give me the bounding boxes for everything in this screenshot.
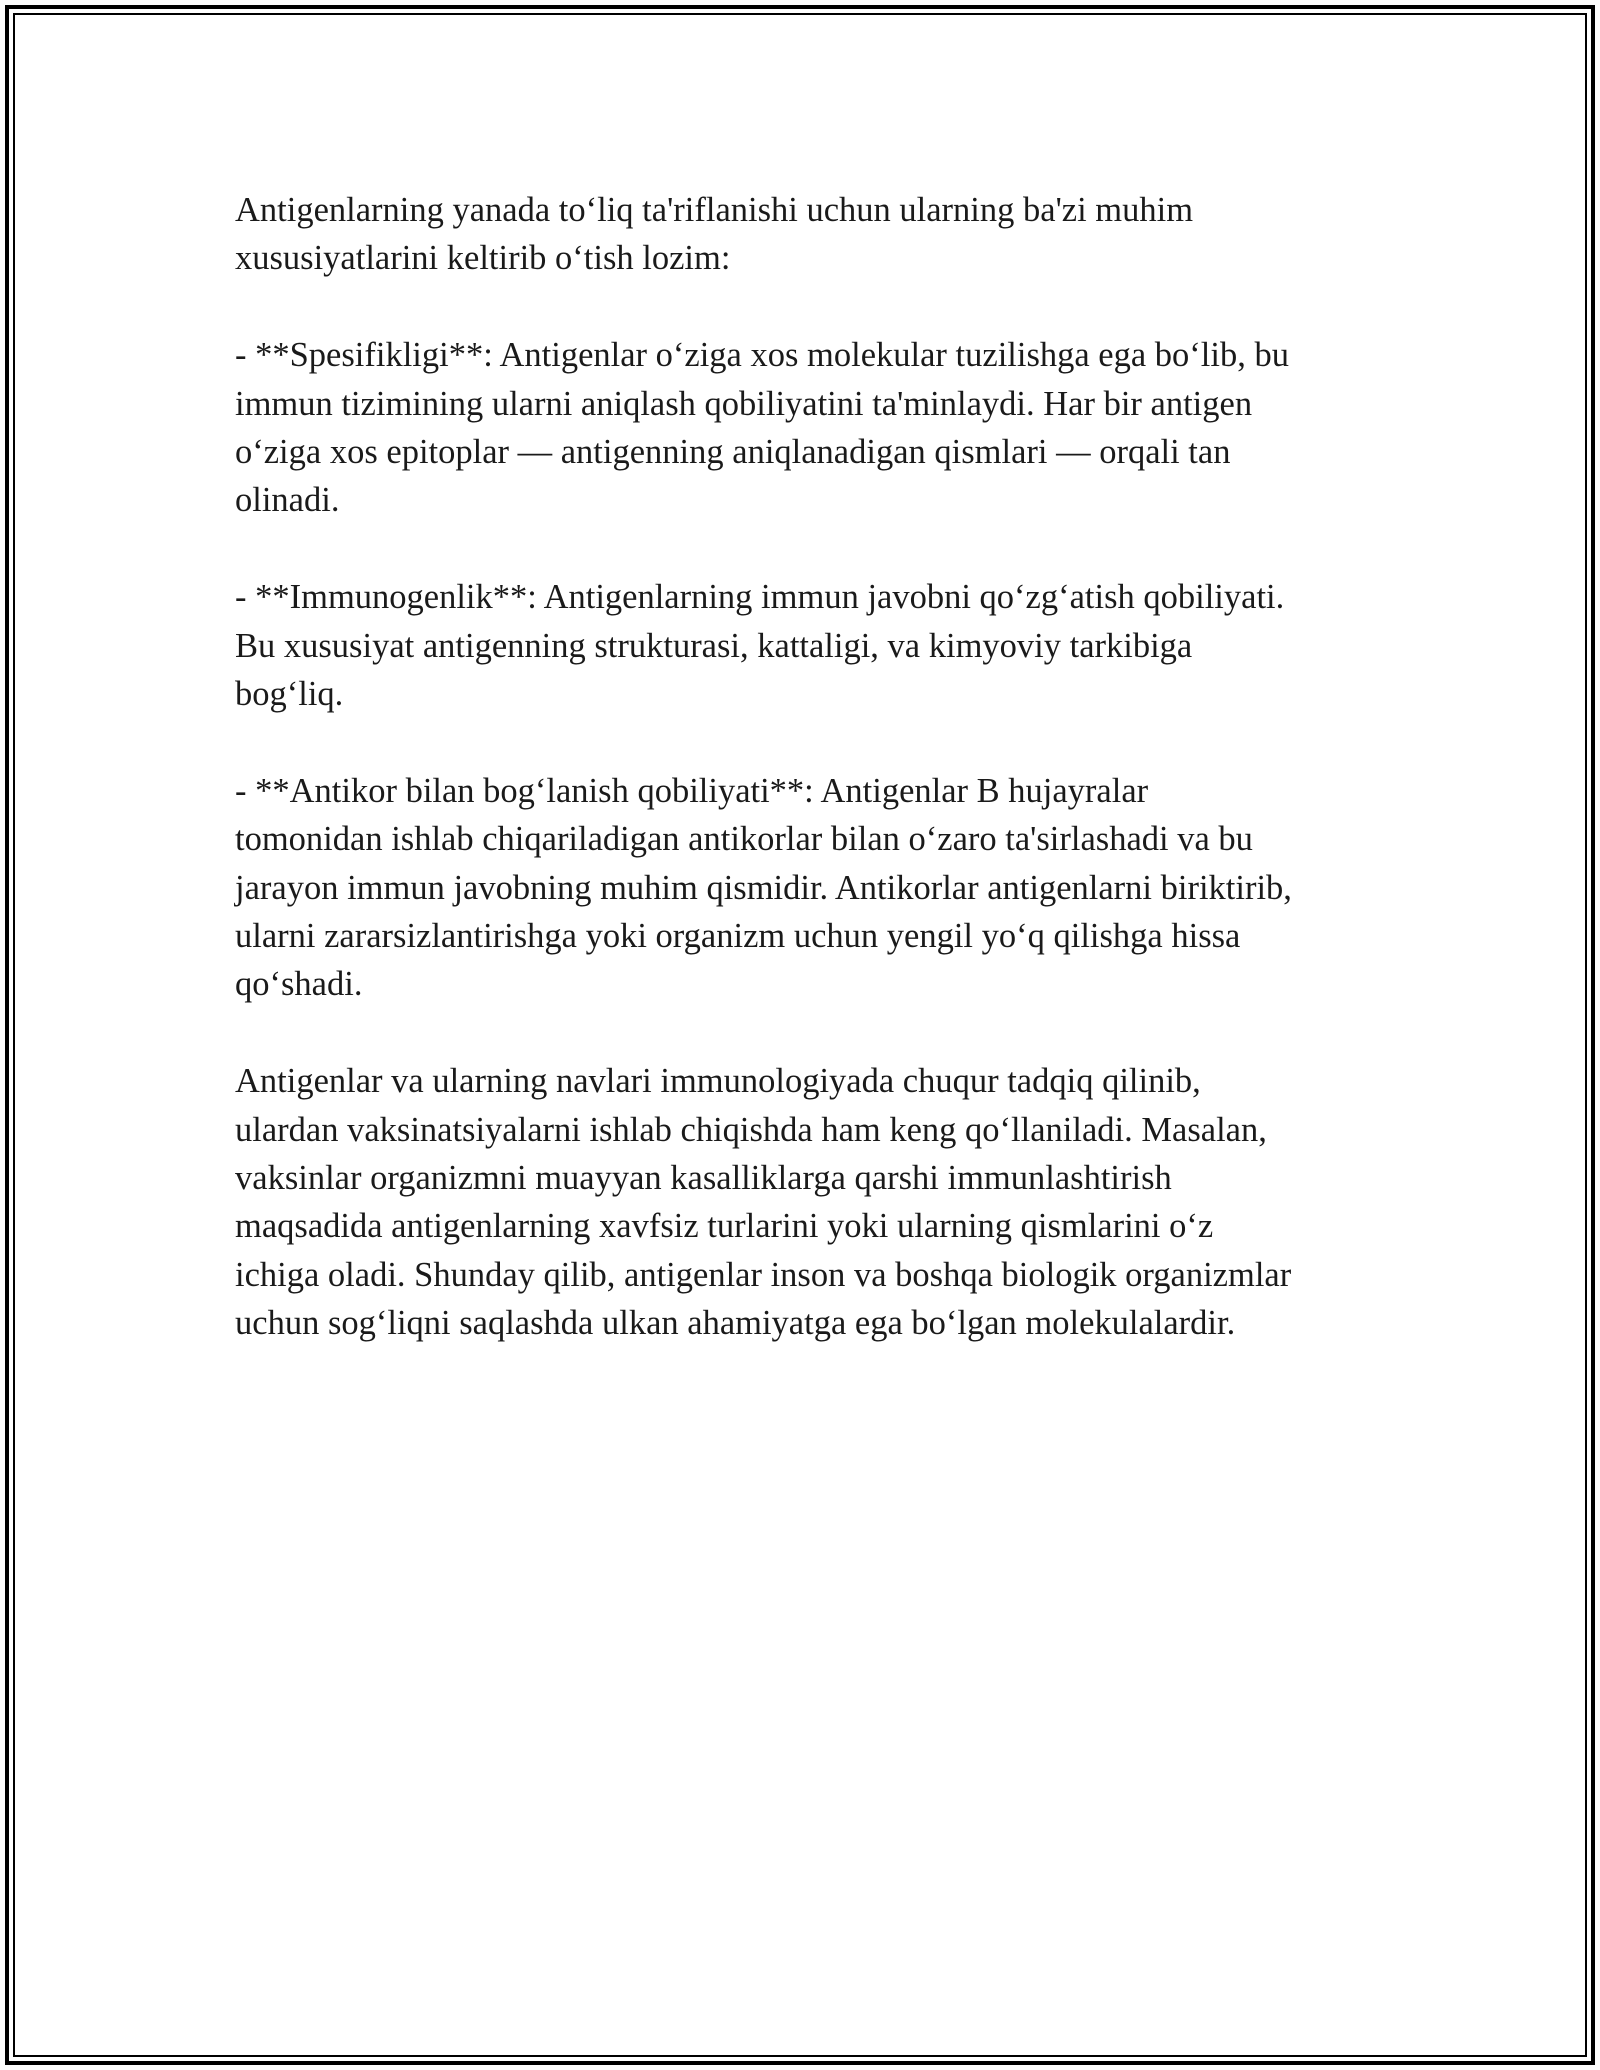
- specificity-paragraph: [235, 331, 1375, 525]
- text-line: - **Antikor bilan bog‘lanish qobiliyati**: Antigenlar B hujayralar: [235, 771, 1149, 810]
- intro-paragraph: [235, 186, 1375, 283]
- document-body: [235, 186, 1375, 1348]
- text-line: ulardan vaksinatsiyalarni ishlab chiqishda ham keng qo‘llaniladi. Masalan,: [235, 1110, 1267, 1149]
- text-line: tomonidan ishlab chiqariladigan antikorlar bilan o‘zaro ta'sirlashadi va bu: [235, 820, 1253, 859]
- text-line: ularni zararsizlantirishga yoki organizm uchun yengil yo‘q qilishga hissa: [235, 917, 1241, 956]
- text-line: qo‘shadi.: [235, 965, 363, 1004]
- text-line: maqsadida antigenlarning xavfsiz turlarini yoki ularning qismlarini o‘z: [235, 1207, 1214, 1246]
- text-line: - **Immunogenlik**: Antigenlarning immun javobni qo‘zg‘atish qobiliyati.: [235, 578, 1285, 617]
- text-line: vaksinlar organizmni muayyan kasalliklarga qarshi immunlashtirish: [235, 1159, 1172, 1198]
- text-line: - **Spesifikligi**: Antigenlar o‘ziga xos molekular tuzilishga ega bo‘lib, bu: [235, 336, 1289, 375]
- text-line: immun tizimining ularni aniqlash qobiliyatini ta'minlaydi. Har bir antigen: [235, 384, 1253, 423]
- text-line: xususiyatlarini keltirib o‘tish lozim:: [235, 239, 731, 278]
- text-line: o‘ziga xos epitoplar — antigenning aniqlanadigan qismlari — orqali tan: [235, 433, 1231, 472]
- text-line: ichiga oladi. Shunday qilib, antigenlar inson va boshqa biologik organizmlar: [235, 1255, 1292, 1294]
- text-line: Bu xususiyat antigenning strukturasi, kattaligi, va kimyoviy tarkibiga: [235, 626, 1193, 665]
- text-line: jarayon immun javobning muhim qismidir. Antikorlar antigenlarni biriktirib,: [235, 868, 1292, 907]
- closing-paragraph: [235, 1057, 1375, 1347]
- text-line: uchun sog‘liqni saqlashda ulkan ahamiyatga ega bo‘lgan molekulalardir.: [235, 1304, 1236, 1343]
- text-line: Antigenlar va ularning navlari immunologiyada chuqur tadqiq qilinib,: [235, 1062, 1201, 1101]
- antibody-binding-paragraph: [235, 767, 1375, 1009]
- text-line: Antigenlarning yanada to‘liq ta'riflanishi uchun ularning ba'zi muhim: [235, 191, 1194, 229]
- text-line: bog‘liq.: [235, 675, 344, 714]
- text-line: olinadi.: [235, 481, 340, 520]
- immunogenicity-paragraph: [235, 573, 1375, 718]
